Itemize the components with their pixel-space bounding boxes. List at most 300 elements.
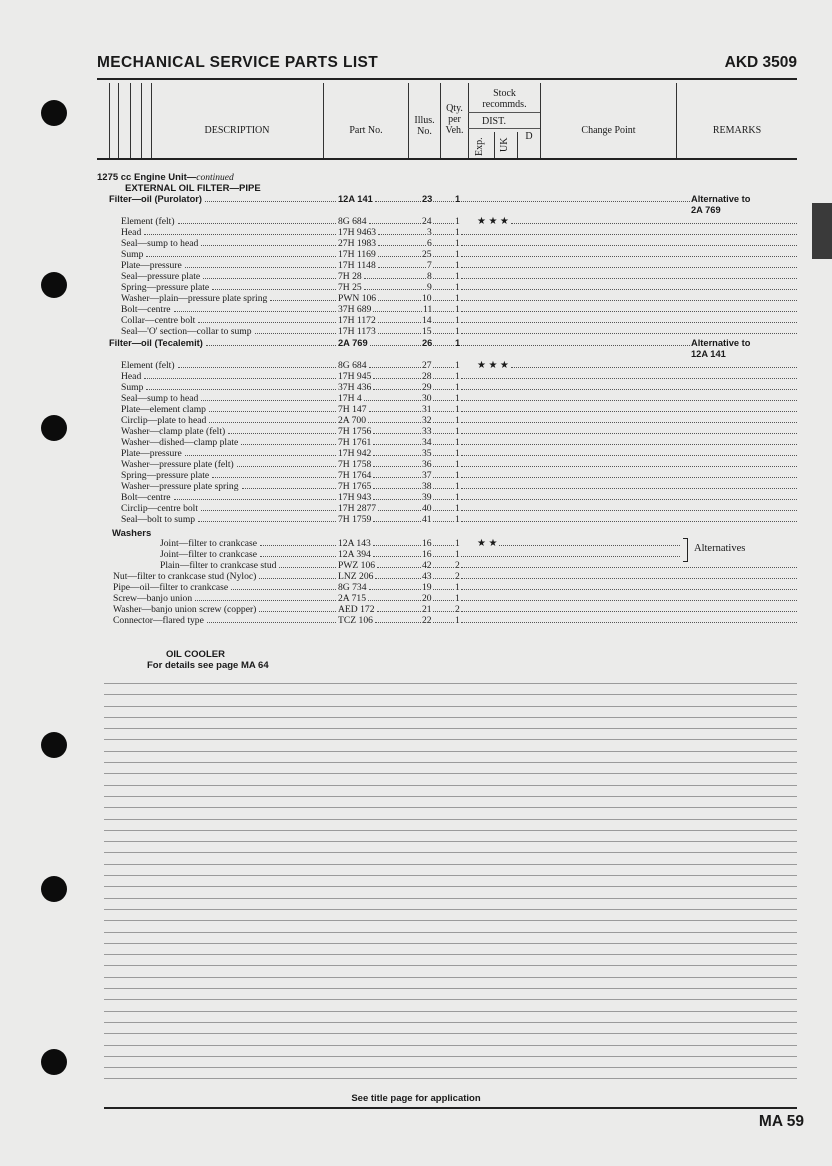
illus-number: 11 (423, 304, 433, 315)
ruled-line (104, 1022, 797, 1023)
ruled-line (104, 830, 797, 831)
illus-number: 36 (422, 459, 432, 470)
leader-dots (373, 514, 421, 522)
illus-number: 21 (422, 604, 432, 615)
ruled-line (104, 852, 797, 853)
leader-dots (146, 249, 336, 257)
part-number: 7H 1765 (338, 481, 372, 492)
leader-dots (207, 615, 336, 623)
leader-dots (378, 260, 426, 268)
col-stock-line2: recommds. (482, 99, 527, 110)
table-row (0, 260, 832, 271)
col-d: D (525, 131, 533, 142)
part-description: Washer—plain—pressure plate spring (121, 293, 268, 304)
part-description: Washer—banjo union screw (copper) (113, 604, 257, 615)
part-number: 17H 1148 (338, 260, 376, 271)
qty-per-vehicle: 1 (455, 404, 460, 415)
qty-per-vehicle: 1 (455, 338, 461, 348)
leader-dots (433, 560, 454, 568)
qty-per-vehicle: 1 (455, 371, 460, 382)
illus-number: 25 (422, 249, 432, 260)
leader-dots (259, 571, 336, 579)
table-row (0, 470, 832, 481)
leader-dots (260, 538, 336, 546)
table-row (0, 503, 832, 514)
table-row (0, 304, 832, 315)
leader-dots (373, 549, 421, 557)
leader-dots (185, 260, 336, 268)
leader-dots (201, 393, 336, 401)
table-row (0, 282, 832, 293)
leader-dots (461, 582, 797, 590)
illus-number: 15 (422, 326, 432, 337)
part-number: 2A 715 (338, 593, 366, 604)
part-number: 17H 943 (338, 492, 372, 503)
illus-number: 23 (422, 194, 433, 204)
leader-dots (146, 382, 336, 390)
leader-dots (378, 293, 421, 301)
leader-dots (461, 571, 797, 579)
ruled-line (104, 932, 797, 933)
binder-hole (41, 1049, 67, 1075)
part-description: Sump (121, 249, 144, 260)
remark-line: Alternative to (691, 338, 751, 348)
ruled-line (104, 909, 797, 910)
oil-cooler-heading: OIL COOLER (166, 649, 225, 660)
leader-dots (378, 238, 426, 246)
leader-dots (378, 249, 421, 257)
stock-recommendation-stars: ★ ★ ★ (477, 360, 509, 371)
leader-dots (259, 604, 336, 612)
leader-dots (198, 514, 336, 522)
qty-per-vehicle: 1 (455, 282, 460, 293)
leader-dots (198, 315, 336, 323)
leader-dots (461, 404, 797, 412)
leader-dots (433, 503, 454, 511)
ruled-line (104, 1045, 797, 1046)
table-row (0, 514, 832, 525)
table-row (0, 238, 832, 249)
part-description: Filter—oil (Purolator) (109, 194, 202, 204)
qty-per-vehicle: 1 (455, 437, 460, 448)
part-number: 12A 141 (338, 194, 373, 204)
qty-per-vehicle: 1 (455, 326, 460, 337)
leader-dots (461, 415, 797, 423)
part-number: 17H 1172 (338, 315, 376, 326)
leader-dots (237, 459, 336, 467)
leader-dots (201, 503, 336, 511)
leader-dots (433, 538, 454, 546)
leader-dots (461, 260, 797, 268)
table-row (0, 382, 832, 393)
leader-dots (461, 282, 797, 290)
leader-dots (178, 216, 336, 224)
leader-dots (461, 492, 797, 500)
part-number: 17H 1169 (338, 249, 376, 260)
leader-dots (433, 249, 454, 257)
leader-dots (144, 371, 336, 379)
leader-dots (185, 448, 336, 456)
leader-dots (377, 604, 421, 612)
part-number: 7H 1761 (338, 437, 372, 448)
oil-cooler-reference: For details see page MA 64 (147, 660, 269, 671)
leader-dots (433, 582, 454, 590)
leader-dots (461, 459, 797, 467)
part-description: Seal—'O' section—collar to sump (121, 326, 252, 337)
leader-dots (433, 260, 454, 268)
leader-dots (461, 194, 690, 202)
leader-dots (205, 194, 336, 202)
qty-per-vehicle: 1 (455, 448, 460, 459)
stock-recommendation-stars: ★ ★ (477, 538, 498, 549)
ruled-line (104, 943, 797, 944)
qty-per-vehicle: 1 (455, 459, 460, 470)
part-number: 7H 147 (338, 404, 367, 415)
leader-dots (209, 404, 336, 412)
leader-dots (369, 216, 421, 224)
remark-purolator (691, 194, 750, 216)
table-row (0, 216, 832, 227)
leader-dots (377, 560, 421, 568)
illus-number: 7 (427, 260, 432, 271)
leader-dots (364, 393, 421, 401)
leader-dots (228, 426, 336, 434)
part-description: Joint—filter to crankcase (160, 549, 257, 560)
leader-dots (373, 470, 421, 478)
qty-per-vehicle: 1 (455, 216, 460, 227)
stock-recommendation-stars: ★ ★ ★ (477, 216, 509, 227)
ruled-line (104, 977, 797, 978)
leader-dots (369, 404, 421, 412)
col-qty-line3: Veh. (445, 125, 464, 136)
part-number: AED 172 (338, 604, 375, 615)
ruled-line (104, 706, 797, 707)
alternatives-brace (683, 538, 688, 562)
leader-dots (209, 415, 336, 423)
leader-dots (433, 604, 454, 612)
leader-dots (370, 338, 421, 346)
leader-dots (461, 593, 797, 601)
leader-dots (369, 582, 421, 590)
ruled-line (104, 785, 797, 786)
leader-dots (433, 481, 454, 489)
part-description: Seal—sump to head (121, 393, 199, 404)
leader-dots (461, 315, 797, 323)
ruled-line (104, 762, 797, 763)
col-illus-line2: No. (417, 126, 432, 137)
part-description: Filter—oil (Tecalemit) (109, 338, 203, 348)
leader-dots (433, 492, 454, 500)
table-row (0, 426, 832, 437)
illus-number: 32 (422, 415, 432, 426)
leader-dots (144, 227, 336, 235)
part-number: 17H 942 (338, 448, 372, 459)
leader-dots (375, 571, 421, 579)
col-qty-line2: per (448, 114, 461, 125)
leader-dots (461, 338, 690, 346)
leader-dots (461, 514, 797, 522)
leader-dots (461, 393, 797, 401)
table-row (0, 271, 832, 282)
ruled-line (104, 988, 797, 989)
leader-dots (433, 216, 454, 224)
qty-per-vehicle: 1 (455, 538, 460, 549)
leader-dots (174, 304, 336, 312)
leader-dots (368, 593, 421, 601)
part-number: 17H 945 (338, 371, 372, 382)
illus-number: 41 (422, 514, 432, 525)
col-illus-line1: Illus. (414, 115, 435, 126)
leader-dots (378, 503, 421, 511)
ruled-line (104, 954, 797, 955)
document-code: AKD 3509 (724, 54, 797, 71)
leader-dots (461, 326, 797, 334)
leader-dots (433, 282, 454, 290)
part-description: Plate—element clamp (121, 404, 206, 415)
illus-number: 34 (422, 437, 432, 448)
part-description: Washer—pressure plate (felt) (121, 459, 234, 470)
part-number: 27H 1983 (338, 238, 377, 249)
table-row (0, 492, 832, 503)
part-number: 8G 734 (338, 582, 367, 593)
table-row (0, 315, 832, 326)
leader-dots (433, 326, 454, 334)
leader-dots (461, 481, 797, 489)
qty-per-vehicle: 1 (455, 514, 460, 525)
illus-number: 14 (422, 315, 432, 326)
qty-per-vehicle: 2 (455, 571, 460, 582)
table-row (0, 293, 832, 304)
illus-number: 19 (422, 582, 432, 593)
table-row (0, 615, 832, 626)
part-description: Plate—pressure (121, 448, 182, 459)
leader-dots (373, 371, 421, 379)
ruled-line (104, 751, 797, 752)
leader-dots (433, 437, 454, 445)
leader-dots (369, 360, 421, 368)
leader-dots (178, 360, 336, 368)
leader-dots (461, 560, 797, 568)
qty-per-vehicle: 2 (455, 560, 460, 571)
table-row (0, 560, 832, 571)
leader-dots (373, 304, 422, 312)
qty-per-vehicle: 1 (455, 492, 460, 503)
illus-number: 31 (422, 404, 432, 415)
leader-dots (260, 549, 336, 557)
part-description: Head (121, 227, 142, 238)
leader-dots (461, 448, 797, 456)
qty-per-vehicle: 1 (455, 549, 460, 560)
illus-number: 9 (427, 282, 432, 293)
ruled-line (104, 1033, 797, 1034)
page-title: MECHANICAL SERVICE PARTS LIST (97, 54, 379, 71)
illus-number: 33 (422, 426, 432, 437)
part-description: Bolt—centre (121, 492, 171, 503)
col-qty-line1: Qty. (446, 103, 463, 114)
part-number: 37H 689 (338, 304, 372, 315)
footer-rule (104, 1107, 797, 1109)
qty-per-vehicle: 1 (455, 382, 460, 393)
leader-dots (433, 293, 454, 301)
ruled-line (104, 1056, 797, 1057)
leader-dots (373, 426, 421, 434)
leader-dots (461, 382, 797, 390)
leader-dots (364, 282, 426, 290)
table-row (0, 604, 832, 615)
remark-alternatives: Alternatives (694, 543, 746, 554)
col-remarks: REMARKS (712, 125, 762, 136)
table-row (0, 393, 832, 404)
ruled-line (104, 796, 797, 797)
table-row (0, 459, 832, 470)
part-number: 37H 436 (338, 382, 372, 393)
leader-dots (373, 437, 421, 445)
remark-line: 12A 141 (691, 349, 726, 359)
table-row (0, 360, 832, 371)
part-number: 7H 1764 (338, 470, 372, 481)
engine-title: 1275 cc Engine Unit (97, 172, 187, 183)
part-number: 2A 700 (338, 415, 366, 426)
leader-dots (461, 293, 797, 301)
part-number: 2A 769 (338, 338, 368, 348)
illus-number: 16 (422, 549, 432, 560)
qty-per-vehicle: 1 (455, 194, 461, 204)
page-number: MA 59 (758, 1113, 804, 1130)
leader-dots (461, 503, 797, 511)
qty-per-vehicle: 1 (455, 293, 460, 304)
leader-dots (433, 593, 454, 601)
illus-number: 24 (422, 216, 432, 227)
part-number: 7H 1759 (338, 514, 372, 525)
leader-dots (201, 238, 336, 246)
leader-dots (461, 470, 797, 478)
part-description: Spring—pressure plate (121, 470, 210, 481)
leader-dots (433, 304, 454, 312)
ruled-line (104, 1067, 797, 1068)
leader-dots (461, 249, 797, 257)
part-number: TCZ 106 (338, 615, 373, 626)
part-description: Plain—filter to crankcase stud (160, 560, 277, 571)
ruled-line (104, 739, 797, 740)
binder-hole (41, 100, 67, 126)
binder-hole (41, 732, 67, 758)
leader-dots (203, 271, 336, 279)
qty-per-vehicle: 1 (455, 315, 460, 326)
ruled-line (104, 728, 797, 729)
leader-dots (511, 360, 797, 368)
leader-dots (373, 448, 421, 456)
table-row (0, 415, 832, 426)
qty-per-vehicle: 1 (455, 503, 460, 514)
table-row (0, 571, 832, 582)
leader-dots (433, 470, 454, 478)
leader-dots (461, 238, 797, 246)
qty-per-vehicle: 1 (455, 426, 460, 437)
leader-dots (433, 404, 454, 412)
illus-number: 38 (422, 481, 432, 492)
illus-number: 3 (427, 227, 432, 238)
leader-dots (231, 582, 336, 590)
col-uk: UK (499, 137, 510, 152)
leader-dots (433, 448, 454, 456)
leader-dots (461, 615, 797, 623)
qty-per-vehicle: 1 (455, 470, 460, 481)
part-number: 7H 1758 (338, 459, 372, 470)
qty-per-vehicle: 1 (455, 227, 460, 238)
part-number: 7H 25 (338, 282, 362, 293)
binder-hole (41, 876, 67, 902)
qty-per-vehicle: 2 (455, 604, 460, 615)
illus-number: 30 (422, 393, 432, 404)
leader-dots (255, 326, 336, 334)
table-row (0, 326, 832, 337)
leader-dots (378, 315, 421, 323)
leader-dots (242, 481, 336, 489)
illus-number: 27 (422, 360, 432, 371)
illus-number: 10 (422, 293, 432, 304)
ruled-line (104, 864, 797, 865)
part-description: Circlip—centre bolt (121, 503, 198, 514)
col-stock (469, 88, 540, 110)
part-description: Washer—dished—clamp plate (121, 437, 239, 448)
qty-per-vehicle: 1 (455, 238, 460, 249)
table-row (0, 437, 832, 448)
qty-per-vehicle: 1 (455, 260, 460, 271)
table-row (0, 593, 832, 604)
qty-per-vehicle: 1 (455, 249, 460, 260)
leader-dots (373, 382, 421, 390)
leader-dots (461, 437, 797, 445)
illus-number: 22 (422, 615, 432, 626)
part-number: PWN 106 (338, 293, 377, 304)
ruled-line (104, 683, 797, 684)
qty-per-vehicle: 1 (455, 593, 460, 604)
part-description: Bolt—centre (121, 304, 171, 315)
leader-dots (499, 538, 680, 546)
part-description: Seal—bolt to sump (121, 514, 196, 525)
ruled-line (104, 965, 797, 966)
leader-dots (279, 560, 336, 568)
section-external-filter: EXTERNAL OIL FILTER—PIPE (125, 183, 261, 194)
illus-number: 29 (422, 382, 432, 393)
part-description: Screw—banjo union (113, 593, 193, 604)
leader-dots (461, 549, 680, 557)
leader-dots (241, 437, 336, 445)
qty-per-vehicle: 1 (455, 582, 460, 593)
leader-dots (461, 227, 797, 235)
table-row (0, 227, 832, 238)
col-stock-line1: Stock (493, 88, 516, 99)
part-number: 17H 9463 (338, 227, 377, 238)
col-dist: DIST. (482, 116, 506, 127)
ruled-line (104, 717, 797, 718)
ruled-line (104, 841, 797, 842)
table-row (0, 582, 832, 593)
ruled-line (104, 1078, 797, 1079)
part-number: 8G 684 (338, 360, 367, 371)
part-number: 17H 2877 (338, 503, 377, 514)
leader-dots (433, 315, 454, 323)
table-row (0, 404, 832, 415)
header-rule (97, 78, 797, 80)
leader-dots (375, 615, 421, 623)
leader-dots (461, 371, 797, 379)
part-description: Collar—centre bolt (121, 315, 196, 326)
leader-dots (433, 194, 454, 202)
leader-dots (368, 415, 421, 423)
qty-per-vehicle: 1 (455, 415, 460, 426)
part-number: 7H 28 (338, 271, 362, 282)
